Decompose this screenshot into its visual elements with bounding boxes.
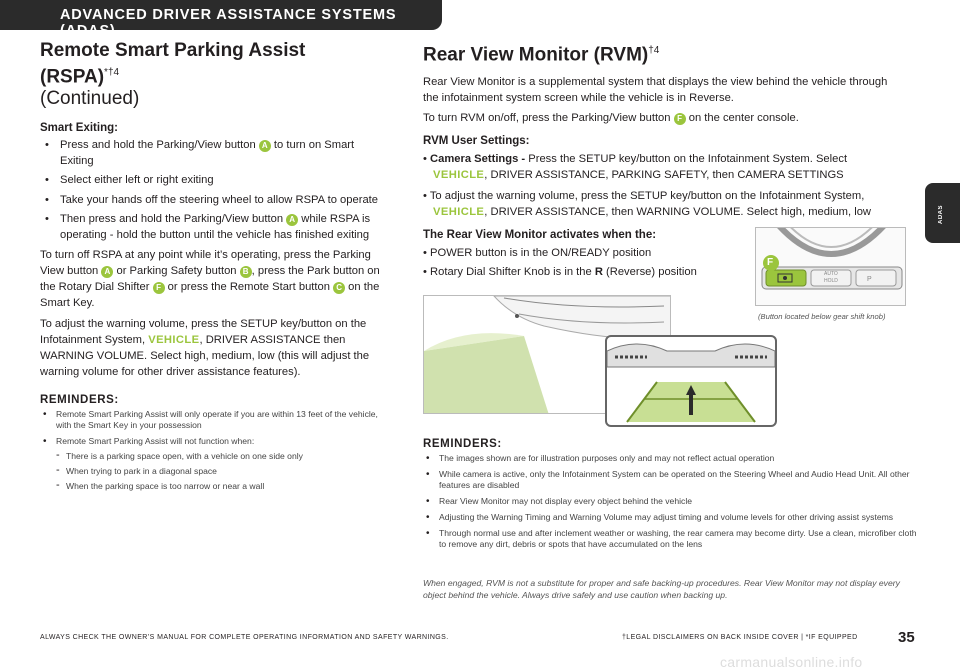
rvm-toggle-paragraph: To turn RVM on/off, press the Parking/View button F on the center console. xyxy=(423,112,799,125)
watermark: carmanualsonline.info xyxy=(720,654,863,669)
rvm-volume-paragraph: • To adjust the warning volume, press the SETUP key/button on the Infotainment System, xyxy=(423,190,865,203)
button-c-badge: C xyxy=(333,282,345,294)
list-item: - There is a parking space open, with a vehicle on one side only xyxy=(56,451,385,462)
list-item: • The images shown are for illustration purposes only and may not reflect actual operation xyxy=(423,453,923,464)
svg-text:P: P xyxy=(867,276,872,283)
list-item: • Remote Smart Parking Assist will not function when: - There is a parking space open, with a vehicle on one side only - When trying to park in a diagonal space - When the parking space is too narrow or near a wall xyxy=(40,436,385,492)
list-item: • Then press and hold the Parking/View button A while RSPA is operating - hold the button until the vehicle has finished exiting xyxy=(40,212,385,243)
list-item: • Remote Smart Parking Assist will only operate if you are within 13 feet of the vehicle, with the Smart Key in your possession xyxy=(40,409,385,431)
list-item: - When the parking space is too narrow or near a wall xyxy=(56,481,385,492)
activation-condition-power: • POWER button is in the ON/READY position xyxy=(423,247,652,260)
button-f-badge: F xyxy=(674,113,686,125)
list-item: • Adjusting the Warning Timing and Warning Volume may adjust timing and volume levels for other driving assist systems xyxy=(423,512,923,523)
rspa-conditions-list xyxy=(56,451,385,492)
button-f-badge: F xyxy=(153,282,165,294)
figure-caption: (Button located below gear shift knob) xyxy=(758,312,886,321)
footer-legal-disclaimer: †LEGAL DISCLAIMERS ON BACK INSIDE COVER | *IF EQUIPPED xyxy=(622,634,858,641)
activation-condition-shifter: • Rotary Dial Shifter Knob is in the R (Reverse) position xyxy=(423,266,697,279)
rvm-safety-disclaimer: When engaged, RVM is not a substitute for proper and safe backing-up procedures. Rear View Monitor may not display every object behind the vehicle. Always drive safely and use caution when backing up. xyxy=(423,578,900,600)
rvm-intro: Rear View Monitor is a supplemental system that displays the view behind the vehicle through the infotainment system screen while the vehicle is in Reverse. xyxy=(423,76,888,105)
footer-safety-warning: ALWAYS CHECK THE OWNER’S MANUAL FOR COMPLETE OPERATING INFORMATION AND SAFETY WARNINGS. xyxy=(40,634,449,641)
parking-view-button-illustration xyxy=(755,227,906,306)
camera-settings-path: VEHICLE, DRIVER ASSISTANCE, PARKING SAFETY, then CAMERA SETTINGS xyxy=(433,169,844,182)
button-a-badge: A xyxy=(259,140,271,152)
button-a-badge: A xyxy=(101,266,113,278)
rvm-user-settings-label: RVM User Settings: xyxy=(423,135,530,148)
list-item: • Press and hold the Parking/View button A to turn on Smart Exiting xyxy=(40,138,385,169)
smart-exiting-steps xyxy=(40,138,385,243)
button-b-badge: B xyxy=(240,266,252,278)
rvm-reminders xyxy=(423,428,923,555)
rspa-volume-paragraph: To adjust the warning volume, press the SETUP key/button on the Infotainment System, VEHICLE, DRIVER ASSISTANCE then WARNING VOLUME. Select high, medium, low (this will adjust the warning volume for other driver assistance features). xyxy=(40,318,370,379)
rear-view-monitor-screen xyxy=(605,335,777,427)
rspa-title: Remote Smart Parking Assist (RSPA)$^{*\dagger 4}$ xyxy=(40,40,306,88)
side-tab-label: ADAS xyxy=(938,205,944,225)
side-section-tab[interactable] xyxy=(925,183,960,243)
list-item: - When trying to park in a diagonal space xyxy=(56,466,385,477)
list-item: • While camera is active, only the Infotainment System can be operated on the Steering Wheel and Audio Head Unit. All other features are disabled xyxy=(423,469,923,491)
console-panel-drawing xyxy=(756,228,906,306)
auto-hold-label-line2: HOLD xyxy=(824,278,838,284)
button-a-badge: A xyxy=(286,214,298,226)
auto-hold-label-line1: AUTO xyxy=(824,271,838,277)
section-header-bar xyxy=(0,0,442,39)
rspa-subtitle: (Continued) xyxy=(40,88,140,110)
rspa-reminders-title: REMINDERS: xyxy=(40,394,119,407)
rvm-activates-label: The Rear View Monitor activates when the: xyxy=(423,229,657,242)
rvm-reminders-title: REMINDERS: xyxy=(423,438,502,450)
button-f-badge: F xyxy=(767,257,774,268)
rspa-column xyxy=(40,40,385,497)
list-item: • Select either left or right exiting xyxy=(40,173,385,189)
rspa-turn-off-paragraph: To turn off RSPA at any point while it’s operating, press the Parking View button A or Parking Safety button B , press the Park button on the Rotary Dial Shifter F or press the Remote Start button C on the Smart Key. xyxy=(40,249,380,310)
rvm-title: Rear View Monitor (RVM)$^{\dagger 4}$ xyxy=(423,44,660,66)
vehicle-highlight: VEHICLE xyxy=(433,206,485,219)
page-number: 35 xyxy=(898,629,915,646)
vehicle-highlight: VEHICLE xyxy=(148,334,200,347)
list-item: • Through normal use and after inclement weather or washing, the rear camera may become dirty. Use a clean, microfiber cloth to remove any dirt, debris or spots that have accumulated on the lens xyxy=(423,528,923,550)
rspa-reminders-list xyxy=(40,409,385,492)
section-header-title: ADVANCED DRIVER ASSISTANCE SYSTEMS (ADAS) xyxy=(60,7,397,39)
vehicle-highlight: VEHICLE xyxy=(433,169,485,182)
list-item: • Take your hands off the steering wheel to allow RSPA to operate xyxy=(40,193,385,209)
smart-exiting-label: Smart Exiting: xyxy=(40,122,118,135)
camera-settings-paragraph: • Camera Settings - Press the SETUP key/button on the Infotainment System. Select xyxy=(423,153,848,166)
rvm-volume-path: VEHICLE, DRIVER ASSISTANCE, then WARNING VOLUME. Select high, medium, low xyxy=(433,206,872,219)
list-item: • Rear View Monitor may not display every object behind the vehicle xyxy=(423,496,923,507)
monitor-screen-drawing xyxy=(607,337,775,425)
rvm-reminders-list xyxy=(423,453,923,550)
